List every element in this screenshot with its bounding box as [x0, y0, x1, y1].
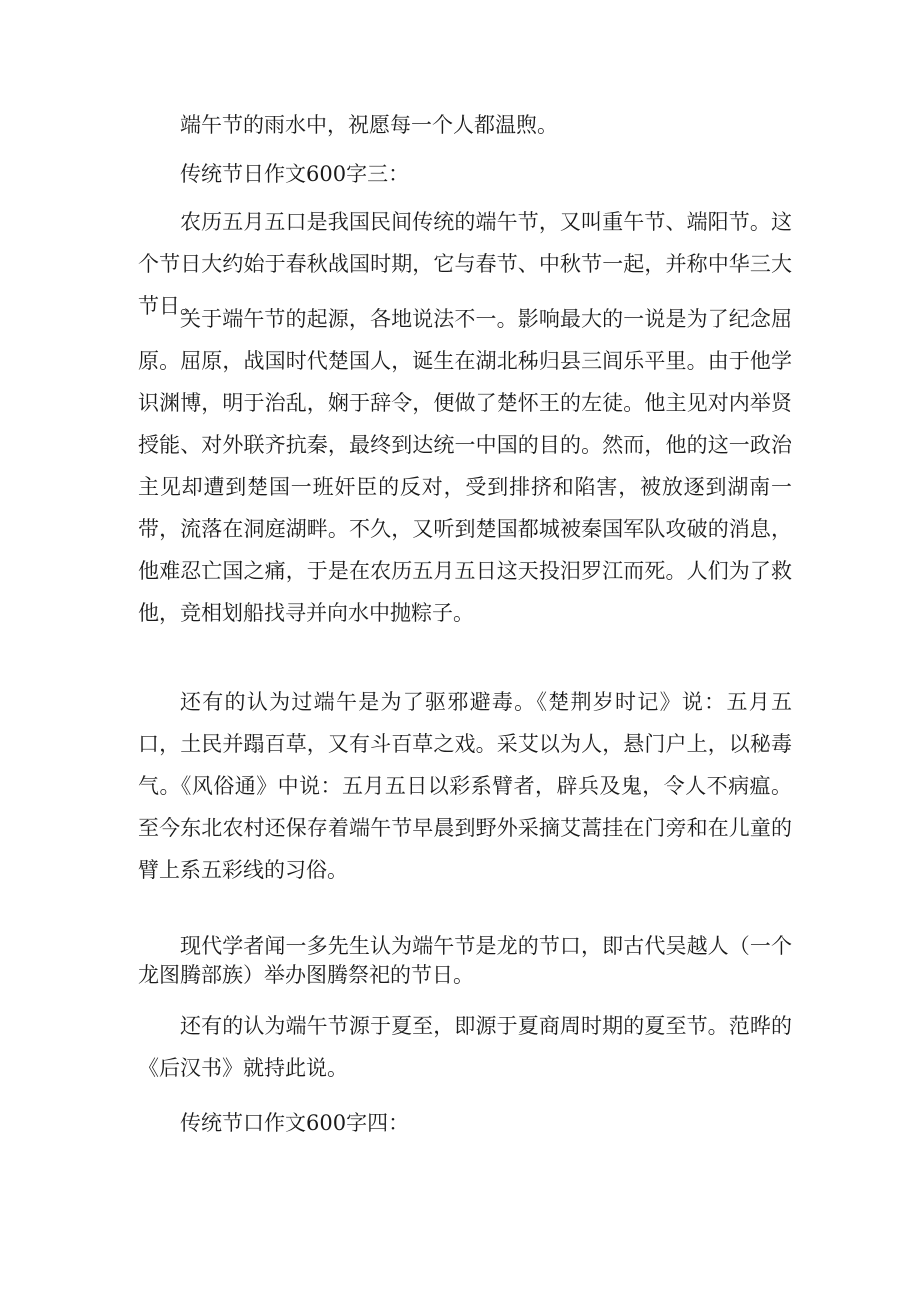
paragraph-2: 农历五月五口是我国民间传统的端午节，又叫重午节、端阳节。这个节日大约始于春秋战国时期，它与春节、中秋节一起，并称中华三大节日。: [138, 210, 792, 318]
paragraph-1: 端午节的雨水中，祝愿每一个人都温煦。: [180, 113, 558, 137]
paragraph-4: 还有的认为过端午是为了驱邪避毒。《楚荆岁时记》说：五月五口，土民并蹋百草，又有斗百草之戏。采艾以为人，悬门户上，以秘毒气。《风俗通》中说：五月五日以彩系臂者，辟兵及鬼，令人不病瘟。至今东北农村还保存着端午节早晨到野外采摘艾蒿挂在门旁和在儿童的臂上系五彩线的习俗。: [138, 690, 792, 882]
paragraph-5: 现代学者闻一多先生认为端午节是龙的节口，即古代吴越人（一个龙图腾部族）举办图腾祭祀的节日。: [138, 934, 792, 987]
paragraph-3: 关于端午节的起源，各地说法不一。影响最大的一说是为了纪念屈原。屈原，战国时代楚国人，诞生在湖北秭归县三闾乐平里。由于他学识渊博，明于治乱，娴于辞令，便做了楚怀王的左徒。他主见对内举贤授能、对外联齐抗秦，最终到达统一中国的目的。然而，他的这一政治主见却遭到楚国一班奸臣的反对，受到排挤和陷害，被放逐到湖南一带，流落在洞庭湖畔。不久，又听到楚国都城被秦国军队攻破的消息，他难忍亡国之痛，于是在农历五月五日这天投汨罗江而死。人们为了救他，竞相划船找寻并向水中抛粽子。: [138, 307, 792, 625]
paragraph-6: 还有的认为端午节源于夏至，即源于夏商周时期的夏至节。范晔的《后汉书》就持此说。: [138, 1014, 792, 1080]
section-heading-4: 传统节口作文600字四：: [180, 1111, 410, 1135]
section-heading-3: 传统节日作文600字三：: [180, 162, 410, 186]
